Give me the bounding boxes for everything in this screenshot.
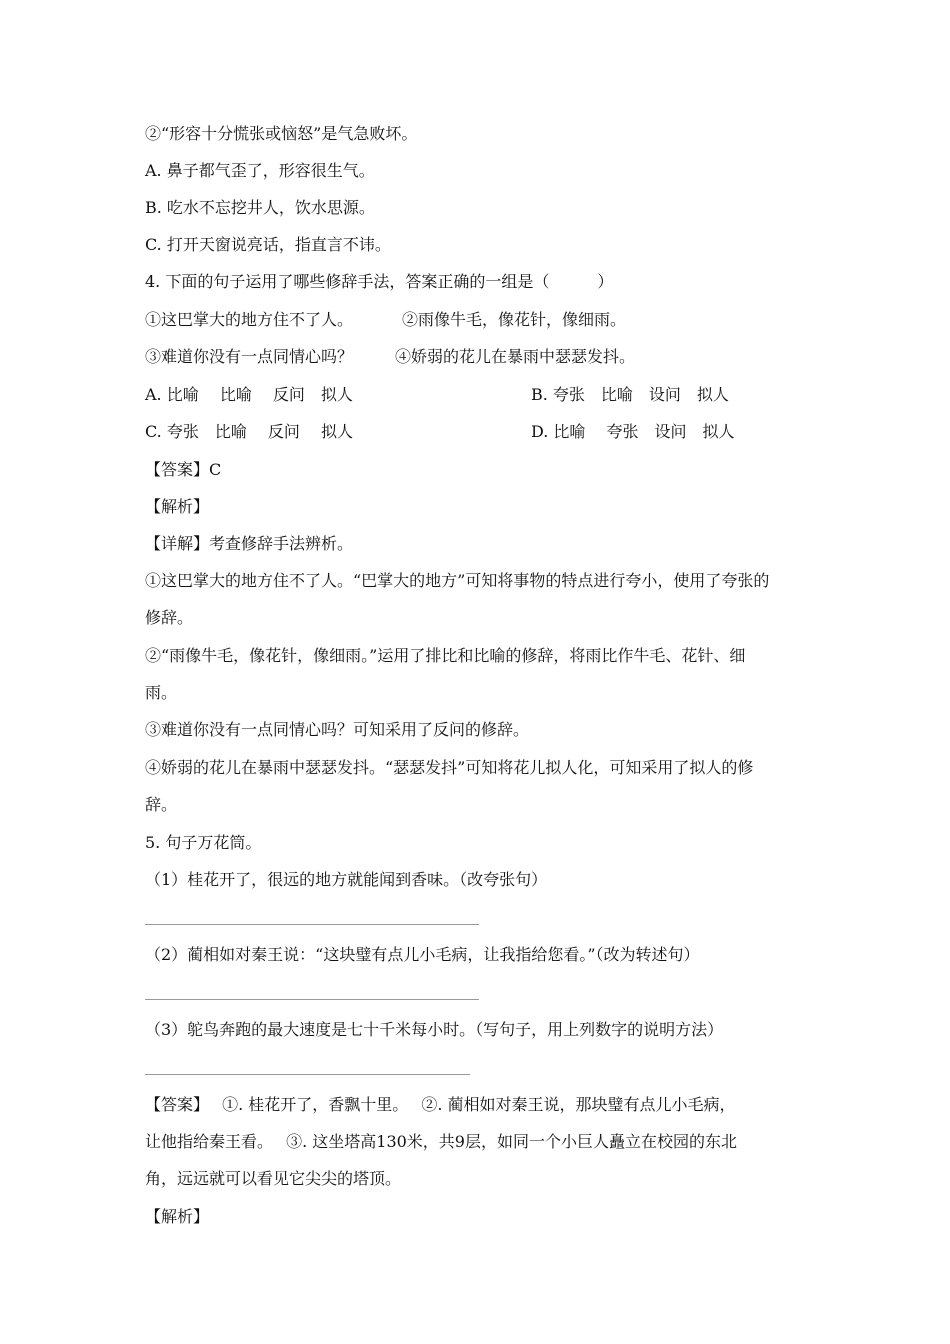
q4-explanation-4a: ④娇弱的花儿在暴雨中瑟瑟发抖。“瑟瑟发抖”可知将花儿拟人化，可知采用了拟人的修: [145, 758, 754, 777]
q3-option-b: B. 吃水不忘挖井人，饮水思源。: [145, 198, 375, 217]
answer-blank-3[interactable]: [145, 1074, 470, 1075]
q5-answer-line-1: 【答案】 ①. 桂花开了，香飘十里。 ②. 蔺相如对秦王说，那块璧有点儿小毛病，: [145, 1095, 736, 1114]
q4-explanation-2a: ②“雨像牛毛，像花针，像细雨。”运用了排比和比喻的修辞，将雨比作牛毛、花针、细: [145, 646, 746, 665]
q4-option-d: D. 比喻 夸张 设问 拟人: [531, 422, 735, 441]
q4-option-a: A. 比喻 比喻 反问 拟人: [145, 385, 353, 404]
q5-part-3: （3）鸵鸟奔跑的最大速度是七十千米每小时。（写句子，用上列数字的说明方法）: [145, 1020, 724, 1039]
answer-blank-2[interactable]: [145, 999, 479, 1000]
q4-explanation-2b: 雨。: [145, 683, 178, 702]
q4-option-b: B. 夸张 比喻 设问 拟人: [531, 385, 729, 404]
q4-analysis-label: 【解析】: [145, 497, 210, 516]
q4-sentence-2: ②雨像牛毛，像花针，像细雨。: [402, 310, 627, 329]
q4-option-c: C. 夸张 比喻 反问 拟人: [145, 422, 354, 441]
q5-part-1: （1）桂花开了，很远的地方就能闻到香味。（改夸张句）: [145, 870, 548, 889]
q5-stem: 5. 句子万花筒。: [145, 833, 262, 852]
q5-part-2: （2）蔺相如对秦王说：“这块璧有点儿小毛病，让我指给您看。”（改为转述句）: [145, 945, 700, 964]
q3-item-2: ②“形容十分慌张或恼怒”是气急败坏。: [145, 124, 418, 143]
q4-stem: 4. 下面的句子运用了哪些修辞手法，答案正确的一组是（ ）: [145, 272, 614, 291]
q4-explanation-3: ③难道你没有一点同情心吗？可知采用了反问的修辞。: [145, 720, 530, 739]
q4-answer: 【答案】C: [145, 460, 222, 479]
q4-detail: 【详解】考查修辞手法辨析。: [145, 534, 354, 553]
q4-sentence-3: ③难道你没有一点同情心吗？: [145, 347, 354, 366]
q5-analysis-label: 【解析】: [145, 1207, 210, 1226]
q4-explanation-1a: ①这巴掌大的地方住不了人。“巴掌大的地方”可知将事物的特点进行夸小，使用了夸张的: [145, 571, 770, 590]
q3-option-c: C. 打开天窗说亮话，指直言不讳。: [145, 235, 391, 254]
q5-answer-line-2: 让他指给秦王看。 ③. 这坐塔高130米，共9层，如同一个小巨人矗立在校园的东北: [145, 1132, 737, 1151]
q4-explanation-4b: 辞。: [145, 795, 178, 814]
q4-explanation-1b: 修辞。: [145, 608, 194, 627]
answer-blank-1[interactable]: [145, 924, 479, 925]
q4-sentence-1: ①这巴掌大的地方住不了人。: [145, 310, 354, 329]
q3-option-a: A. 鼻子都气歪了，形容很生气。: [145, 161, 375, 180]
q5-answer-line-3: 角，远远就可以看见它尖尖的塔顶。: [145, 1169, 402, 1188]
q4-sentence-4: ④娇弱的花儿在暴雨中瑟瑟发抖。: [395, 347, 636, 366]
